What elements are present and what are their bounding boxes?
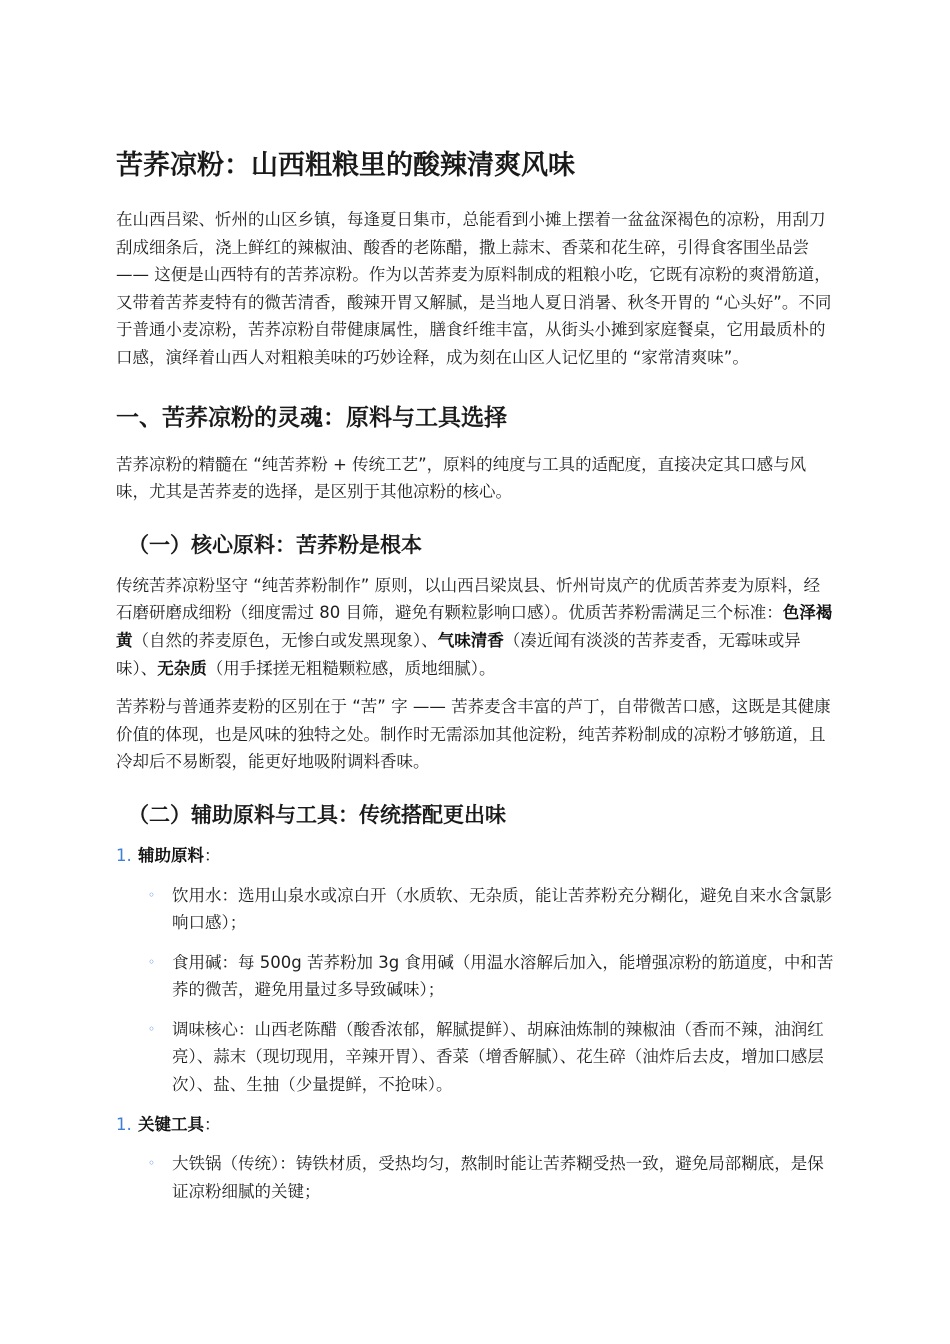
subsection-heading-auxiliary: （二）辅助原料与工具：传统搭配更出味 bbox=[128, 802, 506, 827]
bold-term-aroma: 气味清香 bbox=[437, 630, 504, 650]
list-heading-label: 关键工具 bbox=[138, 1114, 204, 1134]
page-title: 苦荞凉粉：山西粗粮里的酸辣清爽风味 bbox=[116, 150, 575, 181]
text-run: 传统苦荞凉粉坚守 “纯苦荞粉制作” 原则，以山西吕梁岚县、忻州岢岚产的优质苦荞麦为原料，经石磨研磨成细粉（细度需过 80 目筛，避免有颗粒影响口感）。优质苦荞粉需满足三个标准： bbox=[116, 575, 821, 623]
list-item bbox=[148, 1016, 836, 1099]
document-page bbox=[116, 148, 836, 1217]
list-item-text: 食用碱：每 500g 苦荞粉加 3g 食用碱（用温水溶解后加入，能增强凉粉的筋道度，中和苦荞的微苦，避免用量过多导致碱味）； bbox=[172, 952, 834, 1000]
section-heading-1: 一、苦荞凉粉的灵魂：原料与工具选择 bbox=[116, 404, 507, 431]
bullet-circle-icon: ◦ bbox=[148, 1021, 156, 1036]
list-item bbox=[148, 949, 836, 1004]
list-heading-text bbox=[138, 842, 221, 870]
list-item-text: 大铁锅（传统）：铸铁材质，受热均匀，熬制时能让苦荞糊受热一致，避免局部糊底，是保证凉粉细腻的关键； bbox=[172, 1154, 824, 1201]
list-heading-colon: ： bbox=[204, 1114, 221, 1134]
list-item bbox=[148, 882, 836, 937]
section-1-paragraph: 苦荞凉粉的精髓在 “纯苦荞粉 + 传统工艺”，原料的纯度与工具的适配度，直接决定其口感与风味，尤其是苦荞麦的选择，是区别于其他凉粉的核心。 bbox=[116, 454, 807, 502]
list-item bbox=[148, 1150, 836, 1205]
list-heading-key-tools bbox=[116, 1111, 836, 1139]
list-number: 1. bbox=[116, 845, 132, 865]
list-heading-label: 辅助原料 bbox=[138, 845, 204, 865]
bullet-circle-icon: ◦ bbox=[148, 1156, 156, 1171]
text-run: （凑近闻有淡淡的苦荞麦香，无霉味或异味）、 bbox=[116, 630, 801, 678]
intro-paragraph: 在山西吕梁、忻州的山区乡镇，每逢夏日集市，总能看到小摊上摆着一盆盆深褐色的凉粉，用刮刀刮成细条后，浇上鲜红的辣椒油、酸香的老陈醋，撒上蒜末、香菜和花生碎，引得食客围坐品尝 —— 这便是山西特有的苦荞凉粉。作为以苦荞麦为原料制成的粗粮小吃，它既有凉粉的爽滑筋道，又带着苦荞麦特有的微苦清香，酸辣开胃又解腻，是当地人夏日消暑、秋冬开胃的 “心头好”。不同于普通小麦凉粉，苦荞凉粉自带健康属性，膳食纤维丰富，从街头小摊到家庭餐桌，它用最质朴的口感，演绎着山西人对粗粮美味的巧妙诠释，成为刻在山区人记忆里的 “家常清爽味”。 bbox=[116, 210, 832, 367]
list-number: 1. bbox=[116, 1114, 132, 1134]
list-heading-text bbox=[138, 1111, 221, 1139]
list-heading-colon: ： bbox=[204, 845, 221, 865]
text-run: （自然的荞麦原色，无惨白或发黑现象）、 bbox=[132, 630, 438, 650]
list-item-text: 饮用水：选用山泉水或凉白开（水质软、无杂质，能让苦荞粉充分糊化，避免自来水含氯影响口感）； bbox=[172, 885, 832, 933]
bullet-circle-icon: ◦ bbox=[148, 887, 156, 902]
bullet-circle-icon: ◦ bbox=[148, 954, 156, 969]
text-run: （用手揉搓无粗糙颗粒感，质地细腻）。 bbox=[206, 658, 496, 678]
list-item-text: 调味核心：山西老陈醋（酸香浓郁，解腻提鲜）、胡麻油炼制的辣椒油（香而不辣，油润红亮）、蒜末（现切现用，辛辣开胃）、香菜（增香解腻）、花生碎（油炸后去皮，增加口感层次）、盐、生抽（少量提鲜，不抢味）。 bbox=[172, 1019, 824, 1095]
list-heading-auxiliary-ingredients bbox=[116, 842, 836, 870]
bitter-buckwheat-paragraph: 苦荞粉与普通荞麦粉的区别在于 “苦” 字 —— 苦荞麦含丰富的芦丁，自带微苦口感，这既是其健康价值的体现，也是风味的独特之处。制作时无需添加其他淀粉，纯苦荞粉制成的凉粉才够筋道，且冷却后不易断裂，能更好地吸附调料香味。 bbox=[116, 697, 831, 772]
subsection-heading-core-ingredients: （一）核心原料：苦荞粉是根本 bbox=[128, 532, 422, 557]
core-ingredients-paragraph bbox=[116, 572, 836, 682]
bold-term-color: 色泽褐黄 bbox=[116, 603, 833, 650]
bold-term-no-impurities: 无杂质 bbox=[157, 658, 207, 678]
